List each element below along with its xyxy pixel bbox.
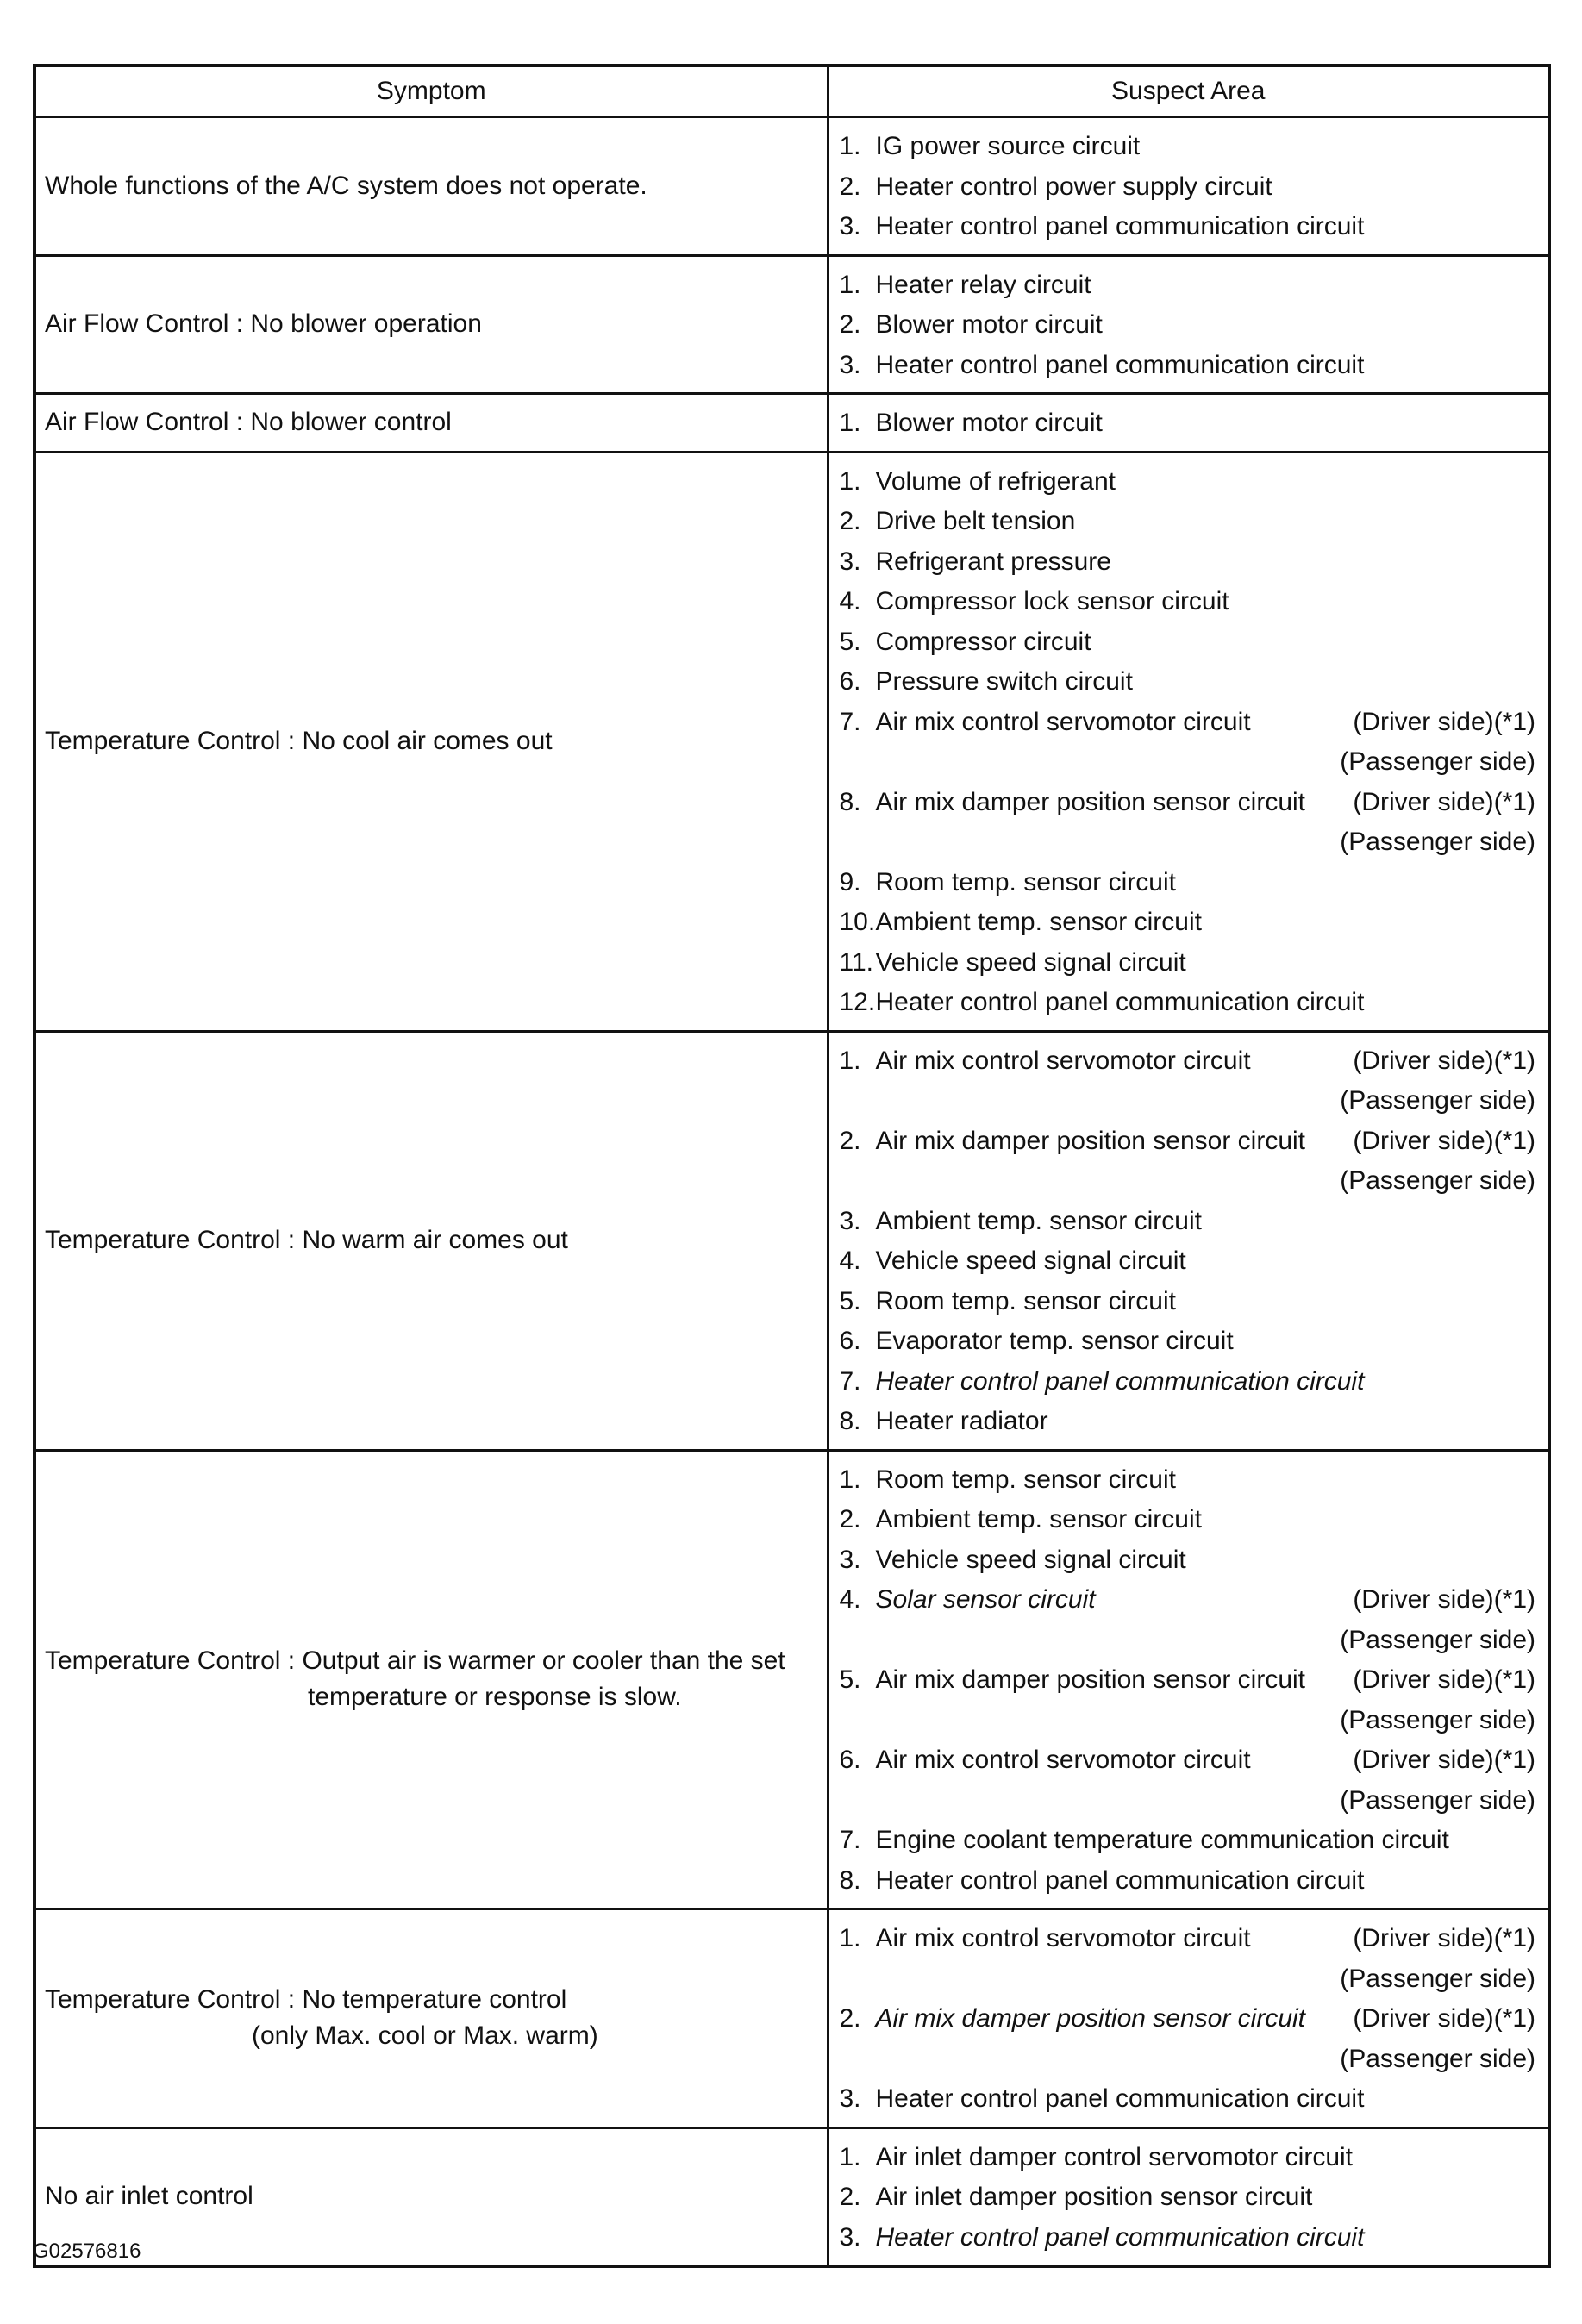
- suspect-item-text: Air inlet damper position sensor circuit: [875, 2183, 1313, 2211]
- table-row: [34, 1031, 1549, 1450]
- suspect-item-text: Heater control power supply circuit: [875, 172, 1272, 201]
- suspect-item-text: Heater control panel communication circuit: [875, 2084, 1365, 2113]
- suspect-item-text: Air mix damper position sensor circuit: [875, 1126, 1306, 1155]
- suspect-item-text: Room temp. sensor circuit: [875, 867, 1176, 896]
- suspect-item: [840, 703, 1536, 743]
- suspect-item-text: Heater control panel communication circuit: [875, 1366, 1365, 1396]
- suspect-item-number: 10.: [839, 908, 876, 936]
- symptom-text: Air Flow Control : No blower control: [45, 408, 452, 437]
- suspect-item: [840, 1460, 1536, 1501]
- suspect-item: [840, 2177, 1536, 2218]
- symptom-text: (only Max. cool or Max. warm): [252, 2021, 598, 2051]
- suspect-item-text: Air mix damper position sensor circuit: [875, 787, 1306, 816]
- suspect-item-text: Refrigerant pressure: [875, 547, 1111, 576]
- suspect-item-number: 4.: [839, 1585, 861, 1614]
- suspect-item: [840, 622, 1536, 663]
- table-row: [34, 452, 1549, 1031]
- suspect-item: [840, 127, 1536, 167]
- suspect-item-passenger-note: (Passenger side): [1340, 1086, 1535, 1115]
- suspect-item: [840, 502, 1536, 542]
- suspect-item: [840, 1202, 1536, 1242]
- symptom-cell: [34, 1031, 828, 1450]
- table-row: [34, 255, 1549, 394]
- suspect-item-text: Heater control panel communication circuit: [875, 988, 1365, 1016]
- suspect-item-number: 6.: [839, 1746, 861, 1774]
- suspect-area-cell: [828, 1031, 1549, 1450]
- suspect-item-number: 2.: [839, 172, 861, 201]
- suspect-item-number: 1.: [839, 270, 861, 299]
- suspect-item-text: Engine coolant temperature communication circuit: [875, 1826, 1449, 1854]
- suspect-item-number: 4.: [839, 587, 861, 615]
- suspect-item-text: Room temp. sensor circuit: [875, 1286, 1176, 1315]
- suspect-item-number: 2.: [839, 2004, 861, 2033]
- suspect-item-text: Heater relay circuit: [875, 270, 1091, 299]
- suspect-item: [840, 903, 1536, 943]
- table-row: [34, 394, 1549, 453]
- suspect-item-text: Ambient temp. sensor circuit: [875, 1505, 1202, 1534]
- symptom-column-header: Symptom: [34, 66, 828, 117]
- suspect-item-side-note: (Driver side)(*1): [1353, 1126, 1535, 1155]
- suspect-item: [840, 542, 1536, 583]
- suspect-item: [840, 662, 1536, 703]
- suspect-item-number: 3.: [839, 2084, 861, 2113]
- suspect-item-text: Air mix control servomotor circuit: [875, 1746, 1251, 1774]
- suspect-item-passenger-note: (Passenger side): [1340, 1166, 1535, 1195]
- suspect-item-number: 1.: [839, 132, 861, 160]
- suspect-item-number: 5.: [839, 1665, 861, 1694]
- suspect-item-side-note: (Driver side)(*1): [1353, 2004, 1535, 2033]
- table-row: [34, 1450, 1549, 1909]
- suspect-item: [840, 1580, 1536, 1621]
- suspect-item-side-note: (Driver side)(*1): [1353, 1746, 1535, 1774]
- suspect-item-number: 2.: [839, 310, 861, 339]
- suspect-item-number: 2.: [839, 507, 861, 535]
- suspect-item: [840, 1740, 1536, 1781]
- suspect-item-number: 1.: [839, 1046, 861, 1075]
- suspect-item-text: Air mix control servomotor circuit: [875, 1924, 1251, 1952]
- symptom-cell: [34, 394, 828, 453]
- suspect-item-text: Evaporator temp. sensor circuit: [875, 1327, 1234, 1355]
- suspect-item-number: 5.: [839, 627, 861, 656]
- suspect-item-number: 8.: [839, 1407, 861, 1435]
- suspect-item-text: Ambient temp. sensor circuit: [875, 1206, 1202, 1235]
- suspect-item-number: 7.: [839, 1366, 861, 1396]
- suspect-item-number: 3.: [839, 1206, 861, 1235]
- suspect-item-text: Vehicle speed signal circuit: [875, 1246, 1186, 1275]
- suspect-item-number: 12.: [839, 988, 876, 1016]
- suspect-area-cell: [828, 452, 1549, 1031]
- suspect-item-number: 1.: [839, 1924, 861, 1952]
- symptom-table: [33, 64, 1551, 2268]
- suspect-item: [840, 462, 1536, 503]
- suspect-item-text: Heater radiator: [875, 1407, 1048, 1435]
- suspect-item: [840, 1861, 1536, 1902]
- suspect-item-number: 8.: [839, 787, 861, 816]
- suspect-item-number: 1.: [839, 2142, 861, 2171]
- table-body: [34, 117, 1549, 2267]
- suspect-item-text: Vehicle speed signal circuit: [875, 1545, 1186, 1574]
- suspect-area-cell: [828, 1909, 1549, 2128]
- suspect-item: [840, 1821, 1536, 1861]
- suspect-item-number: 1.: [839, 1465, 861, 1494]
- suspect-item: [840, 943, 1536, 984]
- suspect-item-number: 3.: [839, 547, 861, 576]
- suspect-item: [840, 1321, 1536, 1362]
- suspect-item-text: IG power source circuit: [875, 132, 1141, 160]
- symptom-text: No air inlet control: [45, 2182, 253, 2211]
- suspect-item-side-note: (Driver side)(*1): [1353, 1665, 1535, 1694]
- suspect-item-number: 3.: [839, 2222, 861, 2252]
- suspect-item-passenger-note: (Passenger side): [1340, 828, 1535, 856]
- symptom-text: Air Flow Control : No blower operation: [45, 309, 482, 339]
- suspect-item-text: Heater control panel communication circuit: [875, 1865, 1365, 1895]
- suspect-item-number: 1.: [839, 409, 861, 437]
- suspect-item: [840, 1402, 1536, 1442]
- suspect-item: [840, 983, 1536, 1023]
- suspect-item-text: Heater control panel communication circuit: [875, 350, 1365, 379]
- suspect-item-number: 4.: [839, 1246, 861, 1275]
- suspect-item: [840, 1500, 1536, 1540]
- suspect-item-text: Air mix damper position sensor circuit: [875, 1665, 1306, 1694]
- suspect-area-cell: [828, 117, 1549, 256]
- suspect-item-text: Drive belt tension: [875, 507, 1076, 535]
- suspect-item: [840, 2138, 1536, 2178]
- suspect-item-number: 3.: [839, 212, 861, 241]
- suspect-item: [840, 1660, 1536, 1701]
- suspect-item-passenger-note: (Passenger side): [1340, 1625, 1535, 1654]
- suspect-item-number: 3.: [839, 1545, 861, 1574]
- symptom-cell: [34, 2127, 828, 2266]
- symptom-cell: [34, 1909, 828, 2128]
- suspect-item-number: 9.: [839, 867, 861, 896]
- suspect-item-number: 2.: [839, 1505, 861, 1534]
- suspect-item-number: 6.: [839, 667, 861, 696]
- suspect-item-passenger-note: (Passenger side): [1340, 1785, 1535, 1815]
- suspect-item: [840, 305, 1536, 346]
- symptom-cell: [34, 255, 828, 394]
- table-row: [34, 1909, 1549, 2128]
- suspect-item-number: 8.: [839, 1865, 861, 1895]
- suspect-item-number: 3.: [839, 350, 861, 379]
- suspect-item: [840, 1999, 1536, 2040]
- suspect-item-text: Compressor lock sensor circuit: [875, 587, 1229, 615]
- suspect-item-text: Solar sensor circuit: [875, 1585, 1096, 1614]
- table-header-row: [34, 66, 1549, 117]
- suspect-item-text: Air mix control servomotor circuit: [875, 707, 1251, 736]
- suspect-item-side-note: (Driver side)(*1): [1353, 1046, 1535, 1075]
- suspect-item-number: 2.: [839, 1126, 861, 1155]
- suspect-item-number: 7.: [839, 707, 861, 736]
- figure-id: G02576816: [33, 2240, 141, 2263]
- suspect-item: [840, 783, 1536, 823]
- symptom-text: Whole functions of the A/C system does not operate.: [45, 171, 647, 200]
- suspect-item-number: 5.: [839, 1286, 861, 1315]
- suspect-item-side-note: (Driver side)(*1): [1353, 1585, 1535, 1614]
- symptom-text: Temperature Control : No temperature control: [45, 1985, 567, 2015]
- suspect-area-cell: [828, 255, 1549, 394]
- suspect-item-text: Pressure switch circuit: [875, 667, 1133, 696]
- suspect-item-side-note: (Driver side)(*1): [1353, 1924, 1535, 1952]
- symptom-cell: [34, 117, 828, 256]
- suspect-item-text: Room temp. sensor circuit: [875, 1465, 1176, 1494]
- suspect-item-text: Air mix damper position sensor circuit: [875, 2004, 1306, 2033]
- symptom-cell: [34, 452, 828, 1031]
- suspect-area-cell: [828, 394, 1549, 453]
- suspect-item-text: Ambient temp. sensor circuit: [875, 908, 1202, 936]
- suspect-item: [840, 207, 1536, 247]
- table-row: [34, 2127, 1549, 2266]
- suspect-area-cell: [828, 2127, 1549, 2266]
- suspect-item-text: Air inlet damper control servomotor circuit: [875, 2142, 1354, 2171]
- symptom-text: temperature or response is slow.: [308, 1683, 682, 1712]
- suspect-item-text: Compressor circuit: [875, 627, 1091, 656]
- suspect-item-passenger-note: (Passenger side): [1340, 1964, 1535, 1993]
- table-row: [34, 117, 1549, 256]
- symptom-cell: [34, 1450, 828, 1909]
- suspect-item-number: 11.: [839, 947, 873, 977]
- suspect-item-passenger-note: (Passenger side): [1340, 1705, 1535, 1734]
- suspect-item-text: Volume of refrigerant: [875, 466, 1116, 496]
- symptom-text: Temperature Control : No warm air comes out: [45, 1226, 568, 1254]
- symptom-text: Temperature Control : Output air is warmer or cooler than the set: [45, 1646, 785, 1676]
- suspect-item-number: 2.: [839, 2183, 861, 2211]
- suspect-item: [840, 1241, 1536, 1282]
- symptom-text: Temperature Control : No cool air comes out: [45, 727, 553, 755]
- suspect-item: [840, 167, 1536, 208]
- suspect-item-text: Vehicle speed signal circuit: [875, 947, 1186, 977]
- suspect-item-number: 1.: [839, 466, 861, 496]
- suspect-item-side-note: (Driver side)(*1): [1353, 707, 1535, 736]
- suspect-item: [840, 266, 1536, 306]
- suspect-item: [840, 2079, 1536, 2120]
- suspect-item: [840, 403, 1536, 444]
- suspect-item-text: Heater control panel communication circuit: [875, 212, 1365, 241]
- suspect-item-passenger-note: (Passenger side): [1340, 747, 1535, 776]
- suspect-item: [840, 1041, 1536, 1082]
- suspect-item: [840, 346, 1536, 386]
- suspect-item: [840, 2218, 1536, 2258]
- suspect-item: [840, 1540, 1536, 1581]
- suspect-item: [840, 1919, 1536, 1959]
- suspect-item-passenger-note: (Passenger side): [1340, 2044, 1535, 2073]
- suspect-item-number: 7.: [839, 1826, 861, 1854]
- suspect-item: [840, 1282, 1536, 1322]
- suspect-item: [840, 1362, 1536, 1403]
- suspect-item-text: Air mix control servomotor circuit: [875, 1046, 1251, 1075]
- suspect-item-text: Blower motor circuit: [875, 310, 1103, 339]
- suspect-item: [840, 582, 1536, 622]
- suspect-area-column-header: Suspect Area: [828, 66, 1549, 117]
- suspect-area-cell: [828, 1450, 1549, 1909]
- suspect-item-side-note: (Driver side)(*1): [1353, 787, 1535, 816]
- suspect-item-text: Heater control panel communication circuit: [875, 2222, 1365, 2252]
- suspect-item-number: 6.: [839, 1327, 861, 1355]
- suspect-item: [840, 1121, 1536, 1162]
- suspect-item: [840, 863, 1536, 903]
- suspect-item-text: Blower motor circuit: [875, 409, 1103, 437]
